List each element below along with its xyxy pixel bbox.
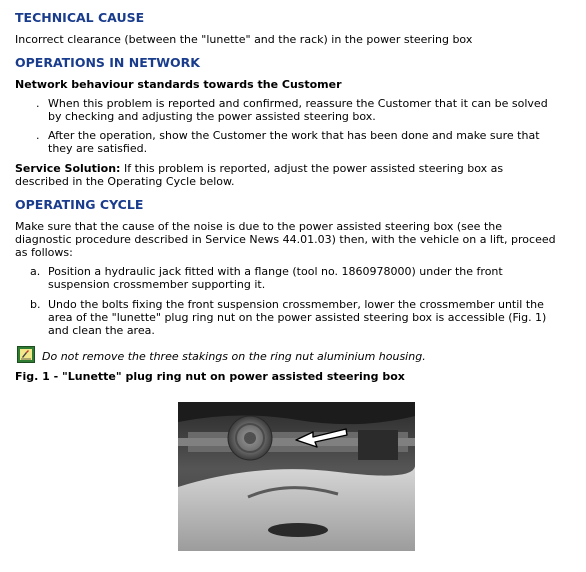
step-line: Position a hydraulic jack fitted with a flange (tool no. 1860978000) under the front [48, 265, 503, 278]
step-marker: b. [30, 298, 41, 311]
step-marker: a. [30, 265, 41, 278]
bullet-marker: . [36, 97, 40, 110]
figure-photo [178, 402, 415, 551]
network-subheading: Network behaviour standards towards the Customer [15, 78, 342, 91]
note-icon [17, 346, 35, 363]
intro-line: diagnostic procedure described in Service News 44.01.03) then, with the vehicle on a lift, proceed [15, 233, 556, 246]
service-solution [15, 162, 503, 175]
operating-cycle-heading: OPERATING CYCLE [15, 197, 144, 212]
service-solution-text: If this problem is reported, adjust the power assisted steering box as [120, 162, 504, 175]
step-line: Undo the bolts fixing the front suspension crossmember, lower the crossmember until the [48, 298, 544, 311]
intro-line: Make sure that the cause of the noise is due to the power assisted steering box (see the [15, 220, 502, 233]
bullet-marker: . [36, 129, 40, 142]
bullet-line: After the operation, show the Customer the work that has been done and make sure that [48, 129, 540, 142]
technical-cause-text: Incorrect clearance (between the "lunette" and the rack) in the power steering box [15, 33, 473, 46]
intro-line: as follows: [15, 246, 73, 259]
bullet-line: they are satisfied. [48, 142, 148, 155]
service-solution-line2: described in the Operating Cycle below. [15, 175, 235, 188]
figure-caption: Fig. 1 - "Lunette" plug ring nut on power assisted steering box [15, 370, 405, 383]
step-line: suspension crossmember supporting it. [48, 278, 266, 291]
bullet-line: When this problem is reported and confirmed, reassure the Customer that it can be solved [48, 97, 548, 110]
step-line: and clean the area. [48, 324, 155, 337]
operations-heading: OPERATIONS IN NETWORK [15, 55, 200, 70]
step-line: area of the "lunette" plug ring nut on the power assisted steering box is accessible (Fig. 1) [48, 311, 547, 324]
service-solution-label: Service Solution: [15, 162, 121, 175]
bullet-line: by checking and adjusting the power assisted steering box. [48, 110, 376, 123]
note-text: Do not remove the three stakings on the ring nut aluminium housing. [42, 350, 426, 363]
technical-cause-heading: TECHNICAL CAUSE [15, 10, 145, 25]
